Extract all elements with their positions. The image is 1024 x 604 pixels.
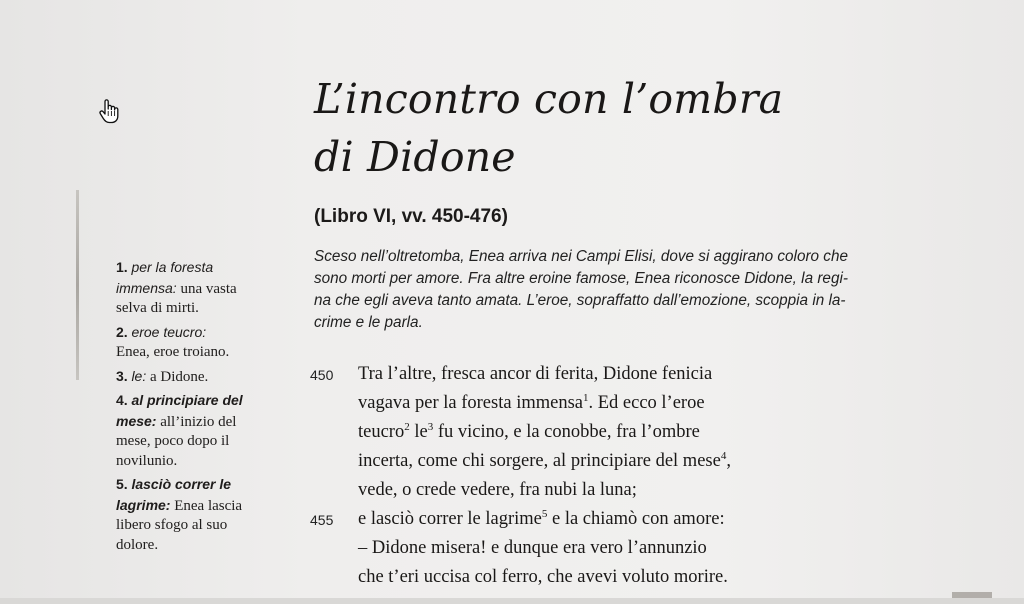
footnote-5 — [116, 475, 286, 555]
verse-line — [310, 389, 830, 418]
title-line-1: L’incontro con l’ombra — [314, 75, 784, 123]
verse-text: che t’eri uccisa col ferro, che avevi voluto morire. — [358, 567, 728, 587]
footnote-definition: novilunio. — [116, 452, 178, 469]
footnote-1 — [116, 258, 286, 319]
verse-line — [310, 534, 830, 563]
footnote-4 — [116, 391, 286, 471]
footnote-term: immensa: — [116, 279, 177, 296]
verse-line — [310, 505, 830, 534]
verse-text: teucro$^2$ $le^3$ fu vicino, e la conobbe, fra l’ombre — [358, 420, 700, 442]
hand-pointer-icon — [98, 98, 120, 124]
footnote-definition: selva di mirti. — [116, 300, 199, 316]
intro-line: Sceso nell’oltretomba, Enea arriva nei Campi Elisi, dove si aggirano coloro che — [314, 248, 848, 265]
footnote-definition: a Didone. — [149, 368, 209, 385]
poem-text — [310, 360, 830, 592]
footnote-ref: 2 — [404, 420, 410, 433]
footnote-definition: Enea lascia — [174, 497, 243, 514]
footnote-definition: Enea, eroe troiano. — [116, 344, 230, 360]
verse-line — [310, 447, 830, 476]
footnotes-column — [116, 258, 286, 559]
intro-paragraph — [314, 246, 964, 334]
footnote-definition: libero sfogo al suo — [116, 517, 228, 533]
footnote-ref: 1 — [582, 391, 589, 404]
verse-text: vede, o crede vedere, fra nubi la luna; — [358, 480, 637, 500]
verse-line — [310, 418, 830, 447]
footnote-ref: 4 — [720, 449, 727, 462]
verse-text: Tra l’altre, fresca ancor di ferita, Didone fenicia — [358, 364, 713, 384]
footnote-term: lagrime: — [116, 496, 171, 513]
verse-text: – Didone misera! e dunque era vero l’annunzio — [358, 538, 707, 558]
footnote-number: 2. — [116, 323, 128, 340]
verse-number: 450 — [310, 367, 334, 383]
footnote-term: per la foresta — [131, 259, 214, 275]
footnote-term: le: — [131, 367, 147, 384]
footnote-number: 3. — [116, 367, 128, 384]
intro-line: sono morti per amore. Fra altre eroine famose, Enea riconosce Didone, la regi- — [314, 270, 848, 287]
footnote-number: 4. — [116, 392, 128, 408]
footnote-3 — [116, 367, 286, 388]
verse-line — [310, 360, 830, 389]
footnote-2 — [116, 323, 286, 363]
margin-rule — [76, 190, 79, 380]
verse-text: incerta, come chi sorgere, al principiare del mese$^4$, — [358, 449, 731, 471]
footnote-term: eroe teucro: — [131, 323, 207, 340]
footnote-number: 1. — [116, 259, 128, 275]
verse-text: e lasciò correr le lagrime$^5$ e la chiamò con amore: — [358, 507, 725, 529]
footnote-definition: mese, poco dopo il — [116, 433, 230, 449]
footnote-term: lasciò correr le — [131, 476, 232, 492]
footnote-ref: 5 — [541, 507, 548, 520]
intro-line: crime e le parla. — [314, 314, 423, 331]
footnote-ref: 3 — [427, 420, 434, 433]
footnote-number: 5. — [116, 476, 128, 492]
intro-line: na che egli aveva tanto amata. L’eroe, sopraffatto dall’emozione, scoppia in la- — [314, 292, 846, 309]
book-reference: (Libro VI, vv. 450-476) — [314, 206, 508, 227]
verse-text: vagava per la foresta immensa$^1$. Ed ecco l’eroe — [358, 391, 705, 413]
footnote-definition: una vasta — [180, 280, 237, 297]
footnote-term: mese: — [116, 412, 157, 429]
page-title — [314, 70, 783, 186]
verse-line — [310, 563, 830, 592]
page-bottom-edge — [0, 598, 1024, 604]
verse-line — [310, 476, 830, 505]
footnote-definition: all’inizio del — [160, 413, 237, 430]
verse-number: 455 — [310, 512, 334, 528]
footnote-term: al principiare del — [131, 392, 243, 408]
footnote-definition: dolore. — [116, 536, 159, 553]
title-line-2: di Didone — [314, 133, 516, 181]
